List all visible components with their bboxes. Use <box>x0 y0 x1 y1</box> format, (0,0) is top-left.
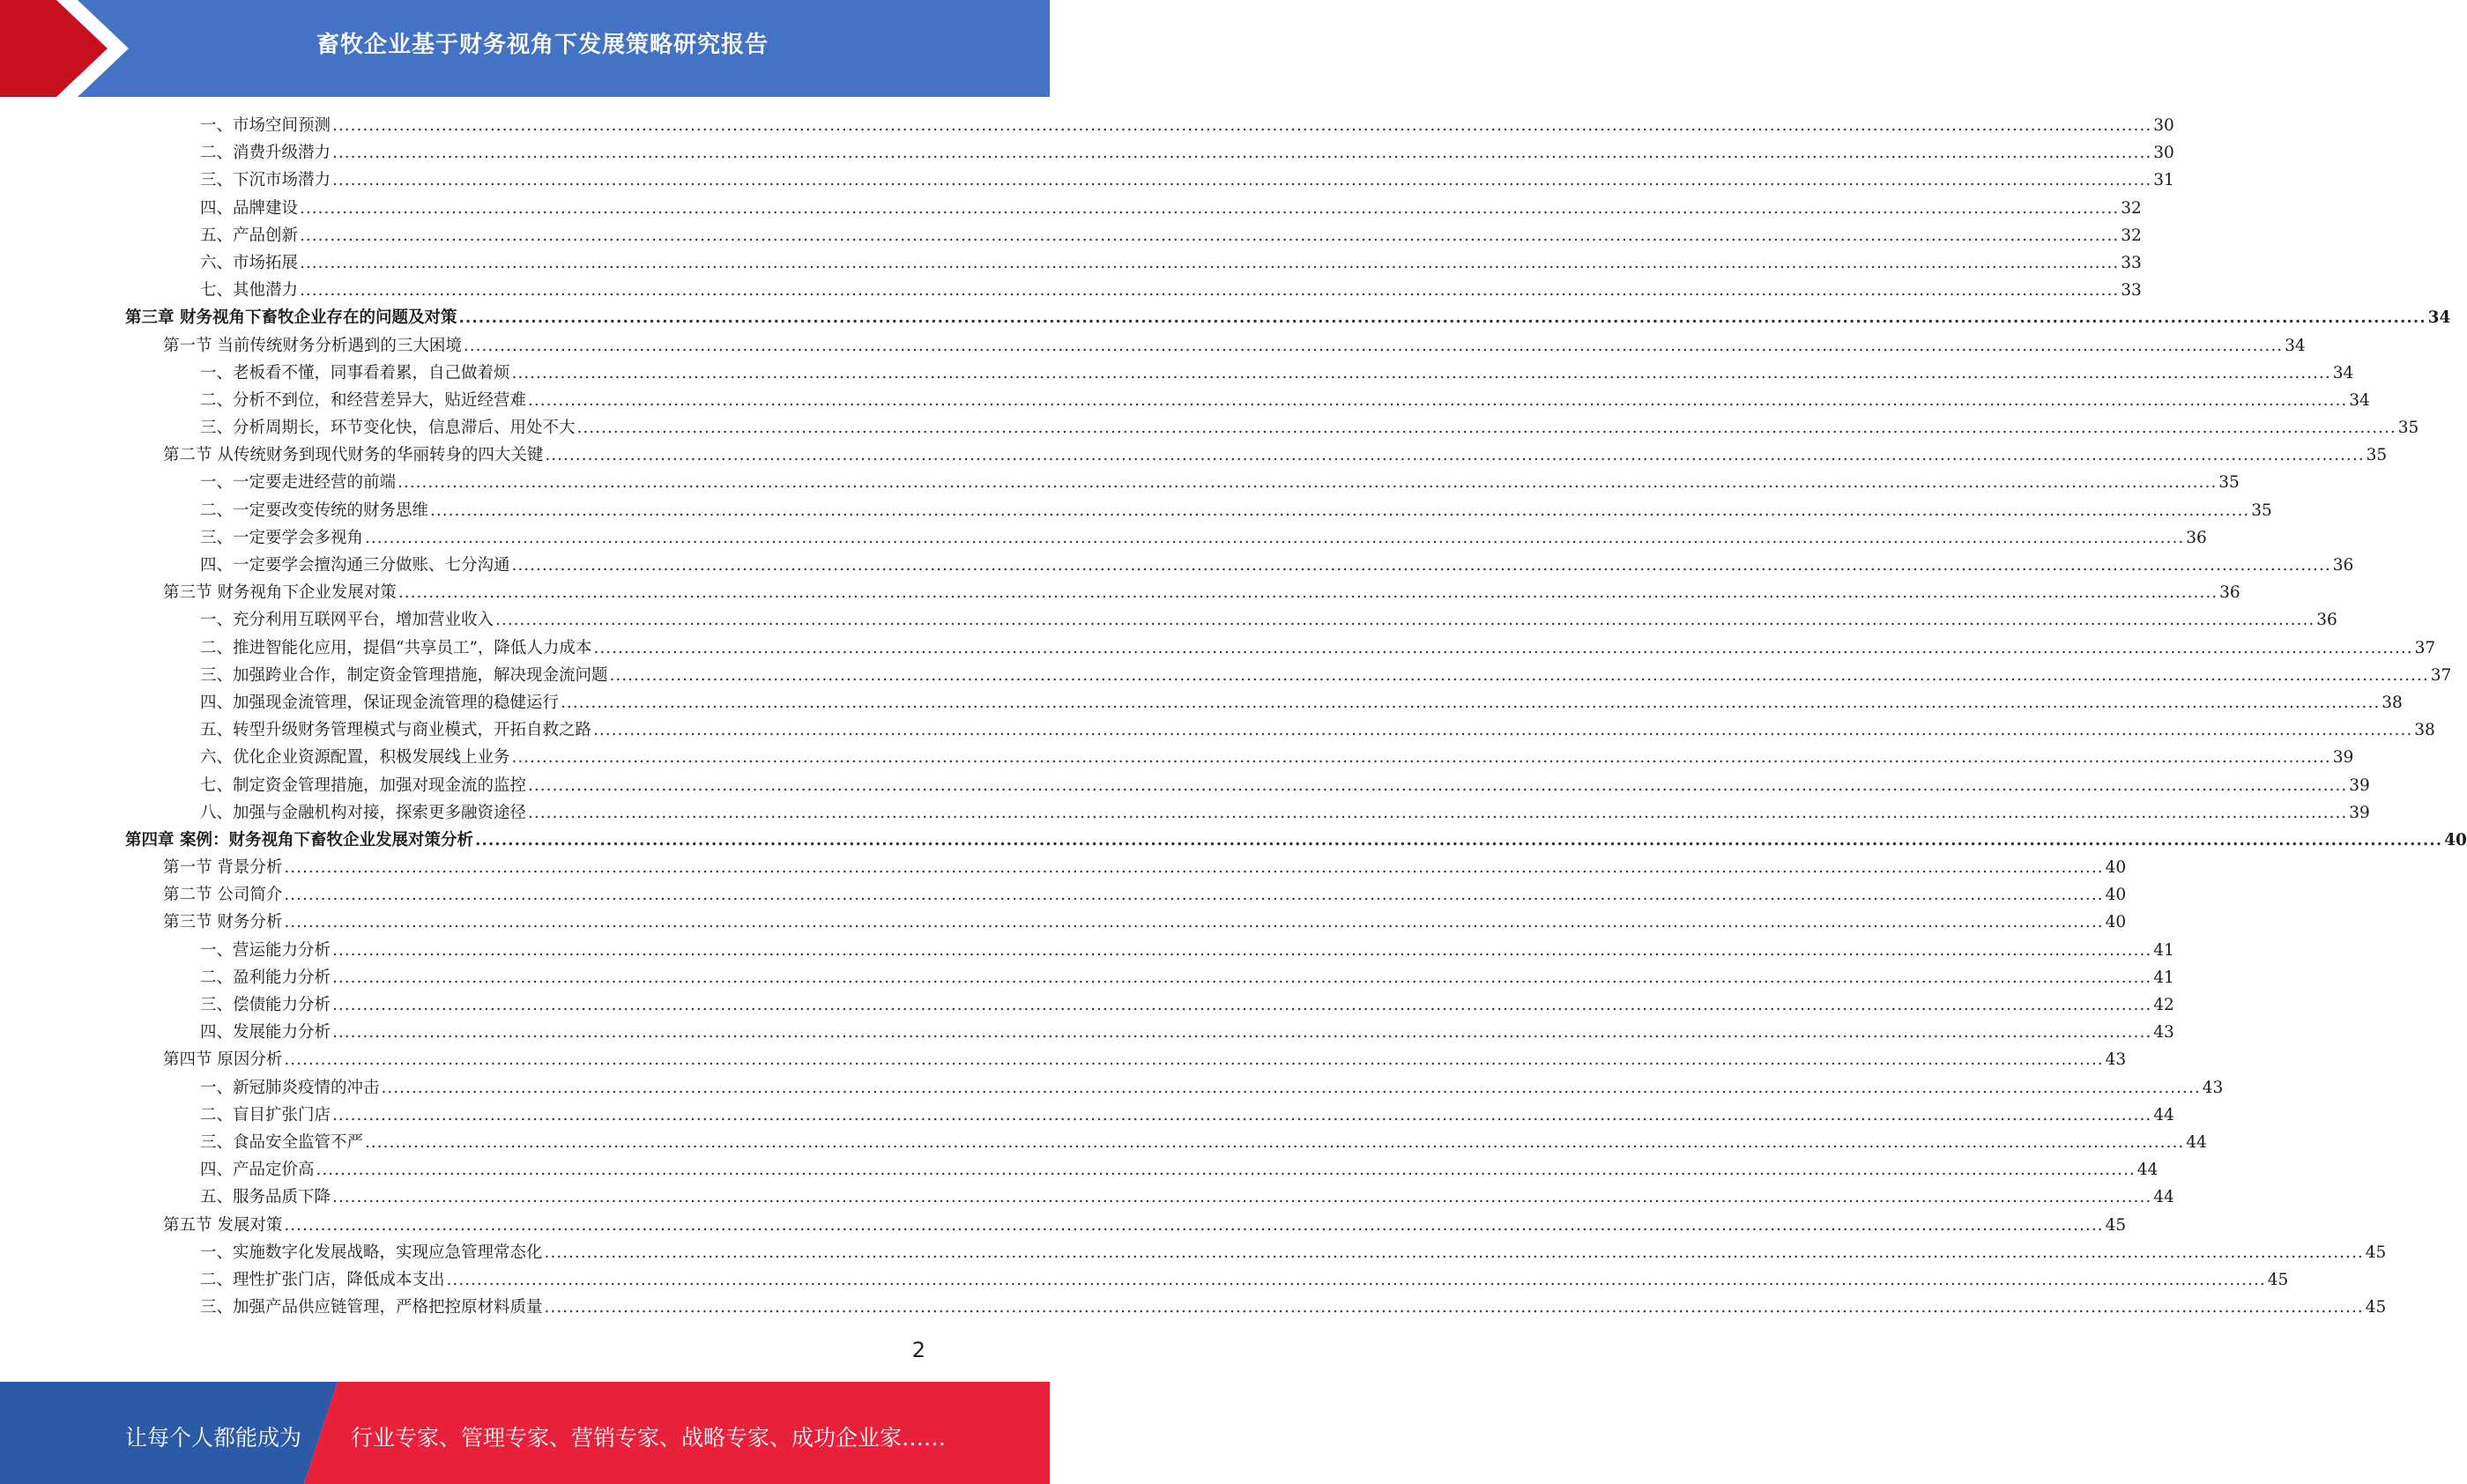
toc-entry-page: 44 <box>2136 1161 2159 1180</box>
toc-dot-leader: ............................................................................................................................................................................................................................................................................................................ <box>545 446 2365 465</box>
toc-entry-item[interactable] <box>0 799 2370 827</box>
toc-entry-label: 六、市场拓展 <box>200 253 299 272</box>
toc-entry-section[interactable] <box>0 1212 2127 1239</box>
toc-entry-item[interactable] <box>0 772 2370 799</box>
toc-entry-item[interactable] <box>0 112 2174 139</box>
toc-entry-item[interactable] <box>0 991 2174 1019</box>
toc-entry-label: 第五节 发展对策 <box>163 1215 283 1235</box>
toc-entry-page: 45 <box>2365 1298 2387 1317</box>
toc-dot-leader: ............................................................................................................................................................................................................................................................................................................ <box>528 803 2348 822</box>
toc-entry-label: 四、发展能力分析 <box>200 1023 331 1043</box>
toc-dot-leader: ............................................................................................................................................................................................................................................................................................................ <box>458 308 2426 328</box>
toc-entry-label: 第二节 公司简介 <box>163 886 283 905</box>
toc-entry-page: 45 <box>2365 1243 2387 1262</box>
toc-dot-leader: ............................................................................................................................................................................................................................................................................................................ <box>609 665 2429 685</box>
toc-dot-leader: ............................................................................................................................................................................................................................................................................................................ <box>332 1105 2152 1124</box>
toc-entry-item[interactable] <box>0 1102 2174 1129</box>
toc-entry-label: 八、加强与金融机构对接，探索更多融资途径 <box>200 803 527 822</box>
toc-entry-page: 40 <box>2105 858 2127 878</box>
toc-dot-leader: ............................................................................................................................................................................................................................................................................................................ <box>474 830 2443 850</box>
toc-entry-page: 35 <box>2218 473 2240 493</box>
toc-entry-page: 43 <box>2153 1023 2174 1043</box>
toc-entry-label: 二、盈利能力分析 <box>200 968 331 987</box>
toc-entry-section[interactable] <box>0 332 2306 360</box>
toc-entry-item[interactable] <box>0 469 2240 496</box>
toc-entry-page: 41 <box>2153 940 2174 960</box>
toc-entry-label: 三、加强产品供应链管理，严格把控原材料质量 <box>200 1298 543 1317</box>
toc-entry-item[interactable] <box>0 249 2142 277</box>
toc-entry-item[interactable] <box>0 139 2174 167</box>
toc-entry-page: 41 <box>2153 968 2174 987</box>
toc-dot-leader: ............................................................................................................................................................................................................................................................................................................ <box>332 968 2152 987</box>
toc-entry-page: 38 <box>2382 693 2403 712</box>
toc-entry-label: 一、老板看不懂，同事看着累，自己做着烦 <box>200 363 510 382</box>
toc-entry-page: 30 <box>2153 144 2174 163</box>
toc-entry-label: 二、盲目扩张门店 <box>200 1105 331 1124</box>
toc-dot-leader: ............................................................................................................................................................................................................................................................................................................ <box>561 693 2381 712</box>
toc-entry-page: 34 <box>2332 363 2354 382</box>
toc-dot-leader: ............................................................................................................................................................................................................................................................................................................ <box>332 171 2152 190</box>
toc-entry-page: 40 <box>2444 830 2467 850</box>
toc-entry-page: 30 <box>2153 116 2174 135</box>
toc-dot-leader: ............................................................................................................................................................................................................................................................................................................ <box>528 775 2348 795</box>
toc-entry-page: 40 <box>2105 913 2127 932</box>
toc-entry-item[interactable] <box>0 222 2142 249</box>
toc-entry-item[interactable] <box>0 524 2207 552</box>
toc-entry-label: 三、分析周期长，环节变化快，信息滞后、用处不大 <box>200 419 576 438</box>
toc-entry-page: 39 <box>2349 803 2370 822</box>
toc-dot-leader: ............................................................................................................................................................................................................................................................................................................ <box>316 1161 2136 1180</box>
toc-dot-leader: ............................................................................................................................................................................................................................................................................................................ <box>544 1298 2364 1317</box>
toc-dot-leader: ............................................................................................................................................................................................................................................................................................................ <box>365 528 2185 547</box>
toc-entry-label: 一、实施数字化发展战略，实现应急管理常态化 <box>200 1243 543 1262</box>
toc-entry-label: 二、一定要改变传统的财务思维 <box>200 501 429 520</box>
toc-entry-label: 七、其他潜力 <box>200 281 299 301</box>
toc-entry-page: 43 <box>2105 1050 2127 1070</box>
toc-entry-section[interactable] <box>0 579 2240 606</box>
toc-entry-page: 37 <box>2430 665 2452 685</box>
report-title: 畜牧企业基于财务视角下发展策略研究报告 <box>316 32 769 58</box>
toc-dot-leader: ............................................................................................................................................................................................................................................................................................................ <box>284 886 2104 905</box>
toc-dot-leader: ............................................................................................................................................................................................................................................................................................................ <box>511 363 2331 382</box>
toc-entry-label: 二、推进智能化应用，提倡“共享员工”，降低人力成本 <box>200 638 592 657</box>
page-number: 2 <box>911 1338 925 1362</box>
toc-entry-label: 第一节 当前传统财务分析遇到的三大困境 <box>163 336 462 355</box>
toc-dot-leader: ............................................................................................................................................................................................................................................................................................................ <box>463 336 2284 355</box>
toc-entry-page: 40 <box>2105 886 2127 905</box>
toc-entry-section[interactable] <box>0 441 2388 469</box>
toc-dot-leader: ............................................................................................................................................................................................................................................................................................................ <box>528 390 2348 410</box>
toc-dot-leader: ............................................................................................................................................................................................................................................................................................................ <box>398 473 2218 493</box>
toc-entry-page: 44 <box>2186 1132 2207 1152</box>
toc-dot-leader: ............................................................................................................................................................................................................................................................................................................ <box>593 721 2413 740</box>
toc-entry-label: 第一节 背景分析 <box>163 858 283 878</box>
toc-entry-item[interactable] <box>0 634 2436 662</box>
toc-dot-leader: ............................................................................................................................................................................................................................................................................................................ <box>284 1050 2104 1070</box>
toc-entry-label: 三、加强跨业合作，制定资金管理措施，解决现金流问题 <box>200 665 608 685</box>
toc-entry-item[interactable] <box>0 1239 2387 1266</box>
toc-entry-page: 35 <box>2251 501 2272 520</box>
toc-entry-page: 45 <box>2105 1215 2127 1235</box>
toc-entry-item[interactable] <box>0 606 2337 634</box>
toc-dot-leader: ............................................................................................................................................................................................................................................................................................................ <box>300 253 2120 272</box>
toc-entry-label: 第三节 财务分析 <box>163 913 283 932</box>
toc-entry-item[interactable] <box>0 1019 2174 1046</box>
toc-entry-page: 31 <box>2153 171 2174 190</box>
table-of-contents <box>0 112 2467 1321</box>
toc-entry-page: 35 <box>2366 446 2388 465</box>
toc-entry-label: 三、一定要学会多视角 <box>200 528 364 547</box>
toc-entry-item[interactable] <box>0 716 2435 744</box>
toc-entry-item[interactable] <box>0 552 2354 579</box>
toc-entry-label: 三、下沉市场潜力 <box>200 171 331 190</box>
toc-entry-item[interactable] <box>0 964 2174 991</box>
toc-dot-leader: ............................................................................................................................................................................................................................................................................................................ <box>332 1023 2152 1043</box>
toc-entry-item[interactable] <box>0 744 2354 771</box>
toc-entry-label: 二、分析不到位，和经营差异大，贴近经营难 <box>200 390 527 410</box>
toc-entry-label: 一、市场空间预测 <box>200 116 331 135</box>
toc-dot-leader: ............................................................................................................................................................................................................................................................................................................ <box>332 1188 2152 1207</box>
toc-entry-label: 第三节 财务视角下企业发展对策 <box>163 583 397 603</box>
toc-entry-page: 33 <box>2121 281 2142 301</box>
toc-entry-label: 四、加强现金流管理，保证现金流管理的稳健运行 <box>200 693 560 712</box>
toc-entry-section[interactable] <box>0 881 2127 909</box>
toc-entry-label: 一、营运能力分析 <box>200 940 331 960</box>
toc-dot-leader: ............................................................................................................................................................................................................................................................................................................ <box>381 1078 2201 1097</box>
toc-entry-label: 第三章 财务视角下畜牧企业存在的问题及对策 <box>125 308 457 328</box>
toc-entry-section[interactable] <box>0 1046 2127 1073</box>
toc-entry-page: 38 <box>2414 721 2435 740</box>
toc-dot-leader: ............................................................................................................................................................................................................................................................................................................ <box>332 116 2152 135</box>
toc-entry-label: 四、一定要学会擅沟通三分做账、七分沟通 <box>200 556 510 575</box>
toc-entry-section[interactable] <box>0 854 2127 881</box>
footer-slogan-right: 行业专家、管理专家、营销专家、战略专家、成功企业家…… <box>351 1425 947 1451</box>
footer-banner <box>0 1382 1050 1484</box>
toc-dot-leader: ............................................................................................................................................................................................................................................................................................................ <box>300 198 2120 218</box>
toc-dot-leader: ............................................................................................................................................................................................................................................................................................................ <box>576 419 2396 438</box>
toc-entry-label: 七、制定资金管理措施，加强对现金流的监控 <box>200 775 527 795</box>
toc-dot-leader: ............................................................................................................................................................................................................................................................................................................ <box>511 748 2331 768</box>
toc-dot-leader: ............................................................................................................................................................................................................................................................................................................ <box>332 940 2152 960</box>
toc-entry-label: 三、偿债能力分析 <box>200 996 331 1014</box>
toc-entry-page: 44 <box>2153 1188 2174 1207</box>
toc-entry-item[interactable] <box>0 1183 2174 1211</box>
toc-entry-item[interactable] <box>0 1266 2289 1294</box>
toc-entry-chapter[interactable] <box>0 304 2451 331</box>
toc-entry-label: 五、服务品质下降 <box>200 1188 331 1207</box>
toc-entry-chapter[interactable] <box>0 827 2467 854</box>
toc-dot-leader: ............................................................................................................................................................................................................................................................................................................ <box>284 858 2104 878</box>
toc-entry-item[interactable] <box>0 360 2354 387</box>
toc-entry-section[interactable] <box>0 909 2127 936</box>
toc-entry-page: 33 <box>2121 253 2142 272</box>
toc-dot-leader: ............................................................................................................................................................................................................................................................................................................ <box>511 556 2331 575</box>
toc-dot-leader: ............................................................................................................................................................................................................................................................................................................ <box>593 638 2413 657</box>
toc-entry-page: 36 <box>2332 556 2354 575</box>
toc-dot-leader: ............................................................................................................................................................................................................................................................................................................ <box>284 913 2104 932</box>
toc-entry-page: 44 <box>2153 1105 2174 1124</box>
toc-entry-page: 39 <box>2349 775 2370 795</box>
toc-entry-label: 五、转型升级财务管理模式与商业模式，开拓自救之路 <box>200 721 592 740</box>
toc-dot-leader: ............................................................................................................................................................................................................................................................................................................ <box>446 1270 2266 1289</box>
toc-dot-leader: ............................................................................................................................................................................................................................................................................................................ <box>365 1132 2185 1152</box>
toc-entry-item[interactable] <box>0 1156 2159 1183</box>
toc-entry-label: 四、产品定价高 <box>200 1161 315 1180</box>
toc-entry-page: 45 <box>2267 1270 2289 1289</box>
toc-entry-item[interactable] <box>0 387 2370 414</box>
toc-entry-page: 35 <box>2397 419 2419 438</box>
toc-entry-label: 六、优化企业资源配置，积极发展线上业务 <box>200 748 510 768</box>
toc-entry-page: 32 <box>2121 226 2142 245</box>
toc-entry-page: 34 <box>2427 308 2451 328</box>
toc-entry-page: 34 <box>2285 336 2306 355</box>
toc-entry-label: 一、一定要走进经营的前端 <box>200 473 397 493</box>
toc-entry-page: 37 <box>2414 638 2436 657</box>
toc-entry-label: 三、食品安全监管不严 <box>200 1132 364 1152</box>
toc-entry-item[interactable] <box>0 167 2174 194</box>
toc-entry-item[interactable] <box>0 689 2403 716</box>
toc-entry-item[interactable] <box>0 277 2142 304</box>
toc-dot-leader: ............................................................................................................................................................................................................................................................................................................ <box>398 583 2218 603</box>
toc-entry-page: 36 <box>2316 611 2337 630</box>
toc-dot-leader: ............................................................................................................................................................................................................................................................................................................ <box>300 226 2120 245</box>
toc-dot-leader: ............................................................................................................................................................................................................................................................................................................ <box>300 281 2120 301</box>
toc-entry-label: 第二节 从传统财务到现代财务的华丽转身的四大关键 <box>163 446 544 465</box>
toc-entry-item[interactable] <box>0 662 2452 689</box>
toc-entry-item[interactable] <box>0 497 2272 524</box>
toc-entry-label: 一、充分利用互联网平台，增加营业收入 <box>200 611 494 630</box>
toc-entry-page: 32 <box>2121 198 2142 218</box>
toc-entry-page: 43 <box>2202 1078 2224 1097</box>
toc-dot-leader: ............................................................................................................................................................................................................................................................................................................ <box>495 611 2315 630</box>
toc-entry-label: 二、理性扩张门店，降低成本支出 <box>200 1270 445 1289</box>
toc-entry-page: 34 <box>2349 390 2370 410</box>
toc-entry-item[interactable] <box>0 414 2419 441</box>
toc-entry-label: 四、品牌建设 <box>200 198 299 218</box>
toc-entry-label: 第四章 案例：财务视角下畜牧企业发展对策分析 <box>125 830 473 850</box>
toc-entry-item[interactable] <box>0 1294 2387 1321</box>
toc-dot-leader: ............................................................................................................................................................................................................................................................................................................ <box>332 996 2152 1014</box>
toc-entry-page: 39 <box>2332 748 2354 768</box>
toc-entry-label: 五、产品创新 <box>200 226 299 245</box>
header-banner <box>0 0 1050 97</box>
toc-dot-leader: ............................................................................................................................................................................................................................................................................................................ <box>430 501 2250 520</box>
toc-entry-page: 42 <box>2153 996 2174 1014</box>
toc-dot-leader: ............................................................................................................................................................................................................................................................................................................ <box>544 1243 2364 1262</box>
toc-entry-label: 第四节 原因分析 <box>163 1050 283 1070</box>
toc-dot-leader: ............................................................................................................................................................................................................................................................................................................ <box>332 144 2152 163</box>
footer-slogan-left: 让每个人都能成为 <box>125 1425 302 1451</box>
toc-dot-leader: ............................................................................................................................................................................................................................................................................................................ <box>284 1215 2104 1235</box>
toc-entry-item[interactable] <box>0 195 2142 222</box>
toc-entry-label: 一、新冠肺炎疫情的冲击 <box>200 1078 380 1097</box>
toc-entry-item[interactable] <box>0 1129 2207 1156</box>
toc-entry-page: 36 <box>2186 528 2207 547</box>
toc-entry-item[interactable] <box>0 1074 2224 1102</box>
toc-entry-item[interactable] <box>0 937 2174 964</box>
toc-entry-page: 36 <box>2219 583 2240 603</box>
toc-entry-label: 二、消费升级潜力 <box>200 144 331 163</box>
